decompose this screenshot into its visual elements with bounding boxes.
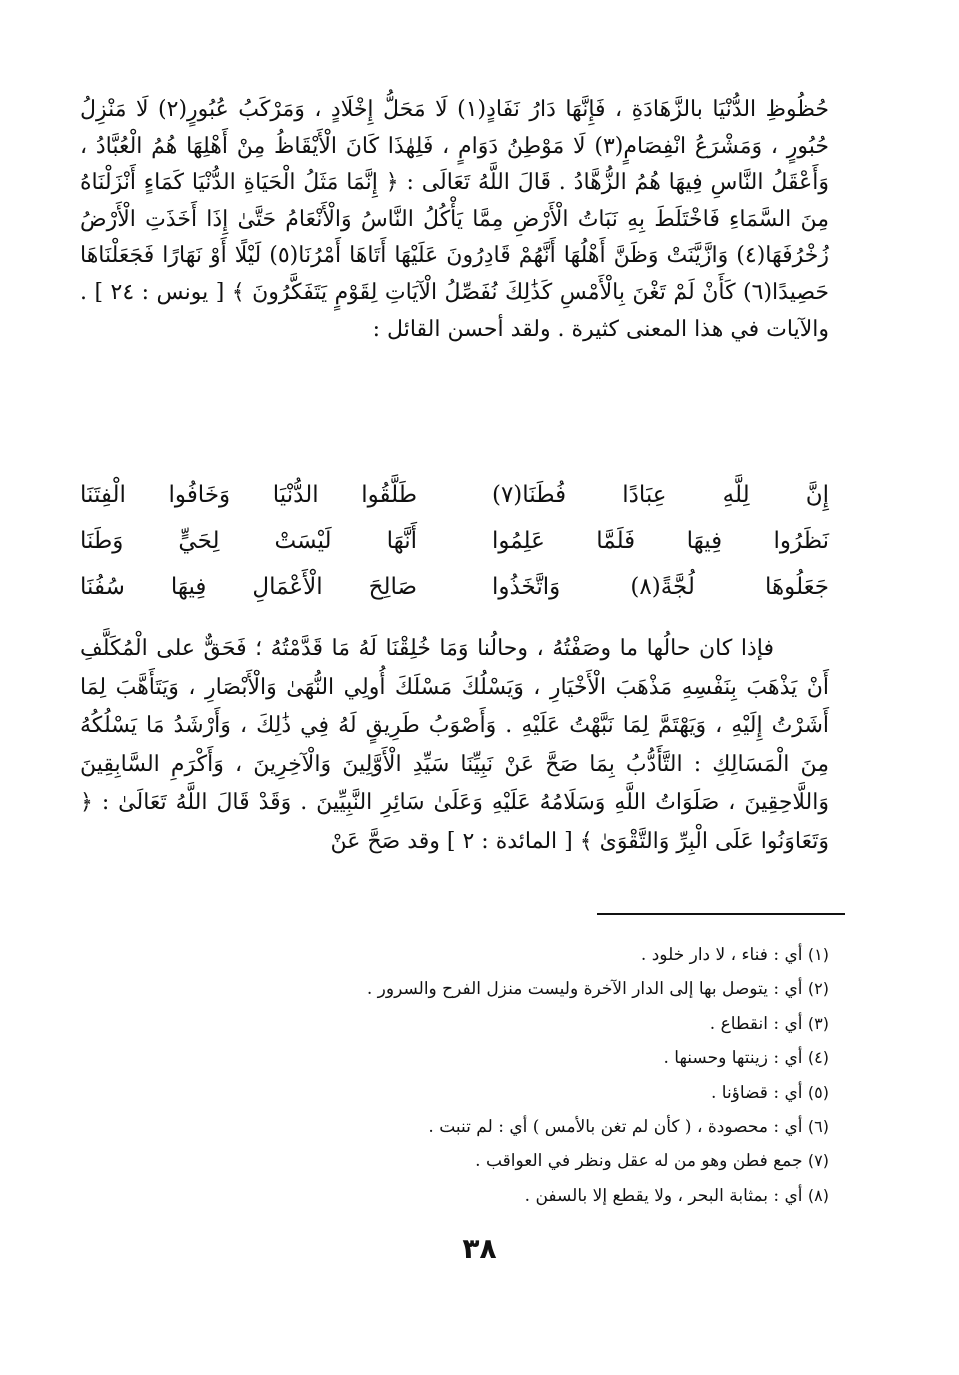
footnote-number: (٣) — [807, 1013, 829, 1033]
footnote-number: (٤) — [807, 1048, 829, 1068]
footnote-text: أي : بمثابة البحر ، ولا يقطع إلا بالسفن . — [524, 1185, 803, 1206]
footnote-number: (٥) — [807, 1082, 829, 1102]
footnote-number: (٨) — [807, 1185, 829, 1205]
footnote-text: أي : قضاؤنا . — [710, 1082, 803, 1103]
footnote-text: أي : محصودة ، ( كأن لم تغن بالأمس ) أي : لم تنبت . — [428, 1116, 803, 1137]
footnotes — [80, 938, 829, 1213]
footnote-text: أي : زينتها وحسنها . — [663, 1048, 803, 1069]
poem-verse — [80, 564, 829, 610]
poem-hemistich-first: نَظَرُوا فِيهَا فَلَمَّا عَلِمُوا — [491, 528, 829, 554]
footnote-text: أي : فناء ، لا دار خلود . — [640, 945, 803, 965]
footnote-number: (٧) — [807, 1151, 829, 1171]
footnote-item — [80, 972, 829, 1006]
poem-verse — [80, 472, 829, 518]
poem-hemistich-second: صَالِحَ الْأَعْمَالِ فِيهَا سُفُنَا — [80, 574, 418, 600]
footnote-item — [80, 1110, 829, 1144]
poem-hemistich-second: أَنَّهَا لَيْسَتْ لِحَيٍّ وَطَنَا — [80, 528, 418, 554]
footnote-text: أي : يتوصل بها إلى الدار الآخرة وليست منزل الفرح والسرور . — [366, 979, 803, 1000]
footnote-number: (١) — [807, 945, 829, 964]
footnote-text: جمع فطن وهو من له عقل ونظر في العواقب . — [475, 1151, 803, 1172]
poem-hemistich-second: طَلَّقُوا الدُّنْيَا وَخَافُوا الْفِتَنَا — [80, 482, 418, 508]
body-paragraph-1: حُظُوظِ الدُّنْيَا بالزَّهَادَةِ ، فَإِنَّهَا دَارُ نَفَادٍ(١) لَا مَحَلُّ إِخْلَادٍ ، وَمَرْكَبُ عُبُورٍ(٢) لَا مَنْزِلُ حُبُورٍ ، وَمَشْرَعُ انْفِصَامٍ(٣) لَا مَوْطِنُ دَوَامٍ ، فَلِهٰذَا كَانَ الْأَيْقَاظُ مِنْ أَهْلِهَا هُمُ الْعُبَّادُ ، وَأَعْقَلُ النَّاسِ فِيهَا هُمُ الزُّهَّادُ . قَالَ اللَّهُ تَعَالَى : ﴿ إِنَّمَا مَثَلُ الْحَيَاةِ الدُّنْيَا كَمَاءٍ أَنْزَلْنَاهُ مِنَ السَّمَاءِ فَاخْتَلَطَ بِهِ نَبَاتُ الْأَرْضِ مِمَّا يَأْكُلُ النَّاسُ وَالْأَنْعَامُ حَتَّىٰ إِذَا أَخَذَتِ الْأَرْضُ زُخْرُفَهَا(٤) وَازَّيَّنَتْ وَظَنَّ أَهْلُهَا أَنَّهُمْ قَادِرُونَ عَلَيْهَا أَتَاهَا أَمْرُنَا(٥) لَيْلًا أَوْ نَهَارًا فَجَعَلْنَاهَا حَصِيدًا(٦) كَأَنْ لَمْ تَغْنَ بِالْأَمْسِ كَذَٰلِكَ نُفَصِّلُ الْآيَاتِ لِقَوْمٍ يَتَفَكَّرُونَ ﴾ [ يونس : ٢٤ ] . والآيات في هذا المعنى كثيرة . ولقد أحسن القائل : — [80, 97, 830, 342]
footnote-item — [80, 1076, 829, 1110]
footnote-item — [80, 1041, 829, 1075]
poem-hemistich-first: جَعَلُوهَا لُجَّةً(٨) وَاتَّخَذُوا — [491, 574, 829, 600]
footnote-divider — [597, 913, 845, 915]
footnote-item — [80, 1007, 829, 1041]
footnote-item — [80, 938, 829, 972]
poem-hemistich-first: إِنَّ لِلَّهِ عِبَادًا فُطَنَا(٧) — [491, 482, 829, 508]
footnote-text: أي : انقطاع . — [709, 1013, 803, 1034]
page-number: ٣٨ — [462, 1232, 497, 1265]
footnote-number: (٢) — [807, 979, 829, 999]
body-paragraph-2: فإذا كان حالُها ما وصَفْتُهُ ، وحالُنا وَمَا خُلِقْنَا لَهُ مَا قَدَّمْتُهُ ؛ فَحَقٌّ على الْمُكَلَّفِ أَنْ يَذْهَبَ بِنَفْسِهِ مَذْهَبَ الْأَخْيَارِ ، وَيَسْلُكَ مَسْلَكَ أُولِي النُّهَىٰ وَالْأَبْصَارِ ، وَيَتَأَهَّبَ لِمَا أَشَرْتُ إِلَيْهِ ، وَيَهْتَمَّ لِمَا نَبَّهْتُ عَلَيْهِ . وَأَصْوَبُ طَرِيقٍ لَهُ فِي ذَٰلِكَ ، وَأَرْشَدُ مَا يَسْلُكُهُ مِنَ الْمَسَالِكِ : التَّأَدُّبُ بِمَا صَحَّ عَنْ نَبِيِّنَا سَيِّدِ الْأَوَّلِينَ وَالْآخِرِينَ ، وَأَكْرَمِ السَّابِقِينَ وَاللَّاحِقِينَ ، صَلَوَاتُ اللَّهِ وَسَلَامُهُ عَلَيْهِ وَعَلَىٰ سَائِرِ النَّبِيِّينَ . وَقَدْ قَالَ اللَّهُ تَعَالَىٰ : ﴿ وَتَعَاوَنُوا عَلَى الْبِرِّ وَالتَّقْوَىٰ ﴾ [ المائدة : ٢ ] وقد صَحَّ عَنْ — [80, 636, 829, 854]
footnote-item — [80, 1179, 829, 1213]
footnote-number: (٦) — [807, 1116, 829, 1136]
poem-verse — [80, 518, 829, 564]
poem — [80, 472, 829, 610]
footnote-item — [80, 1144, 829, 1178]
